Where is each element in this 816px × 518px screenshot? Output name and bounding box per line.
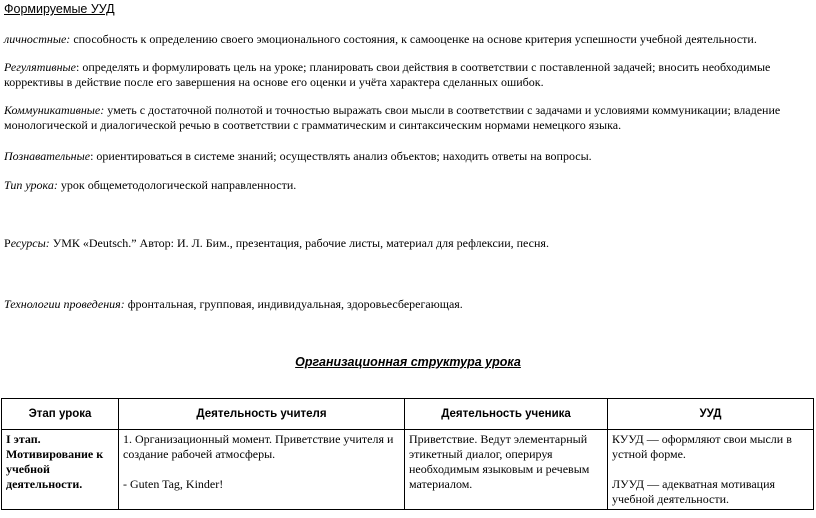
tekhnologii-label: Технологии проведения:	[4, 297, 125, 311]
cell-student: Приветствие. Ведут элементарный этикетный диалог, оперируя необходимым языковым и речевым материалом.	[405, 430, 608, 510]
tip-uroka-paragraph	[4, 178, 810, 193]
poznavatelnye-label: Познавательные	[4, 149, 91, 163]
table-row	[2, 430, 814, 510]
cell-teacher	[119, 430, 405, 510]
header-uud: УУД	[608, 399, 814, 430]
lesson-structure-table	[1, 398, 814, 510]
resursy-label: есурсы:	[10, 236, 50, 250]
header-stage: Этап урока	[2, 399, 119, 430]
cell-uud	[608, 430, 814, 510]
regulyativnye-paragraph	[4, 60, 810, 90]
page-title: Формируемые УУД	[4, 2, 115, 16]
lichnostnye-text: способность к определению своего эмоционального состояния, к самооценке на основе критерия успешности учебной деятельности.	[70, 32, 757, 46]
table-header-row	[2, 399, 814, 430]
kommunikativnye-paragraph	[4, 103, 810, 133]
uud-kuud: КУУД — оформляют свои мысли в устной форме.	[612, 432, 792, 461]
kommunikativnye-label: Коммуникативные:	[4, 103, 105, 117]
resursy-paragraph	[4, 236, 810, 251]
teacher-greeting: - Guten Tag, Kinder!	[123, 477, 224, 491]
lichnostnye-label: личностные:	[4, 32, 71, 46]
kommunikativnye-text: уметь с достаточной полнотой и точностью выражать свои мысли в соответствии с задачами и условиями коммуникации; владение монологической и диалогической речью в соответствии с грамматическим и синтаксическим нормами немецкого языка.	[4, 103, 781, 132]
tip-uroka-label: Тип урока:	[4, 178, 58, 192]
tip-uroka-text: урок общеметодологической направленности.	[57, 178, 297, 192]
resursy-prefix: Р	[4, 236, 11, 250]
tekhnologii-paragraph	[4, 297, 810, 312]
uud-luud: ЛУУД — адекватная мотивация учебной деятельности.	[612, 477, 776, 506]
cell-stage: I этап. Мотивирование к учебной деятельности.	[2, 430, 119, 510]
resursy-text: УМК «Deutsch.” Автор: И. Л. Бим., презентация, рабочие листы, материал для рефлексии, песня.	[49, 236, 549, 250]
regulyativnye-label: Регулятивные	[4, 60, 76, 74]
poznavatelnye-paragraph	[4, 149, 810, 164]
teacher-step: 1. Организационный момент. Приветствие учителя и создание рабочей атмосферы.	[123, 432, 394, 461]
header-student: Деятельность ученика	[405, 399, 608, 430]
tekhnologii-text: фронтальная, групповая, индивидуальная, здоровьесберегающая.	[124, 297, 463, 311]
poznavatelnye-text: : ориентироваться в системе знаний; осуществлять анализ объектов; находить ответы на вопросы.	[90, 149, 592, 163]
header-teacher: Деятельность учителя	[119, 399, 405, 430]
regulyativnye-text: : определять и формулировать цель на уроке; планировать свои действия в соответствии с поставленной задачей; вносить необходимые коррективы в действие после его завершения на основе его оценки и учёта характера сделанных ошибок.	[4, 60, 771, 89]
section-title: Организационная структура урока	[295, 355, 521, 369]
lichnostnye-paragraph	[4, 32, 810, 47]
